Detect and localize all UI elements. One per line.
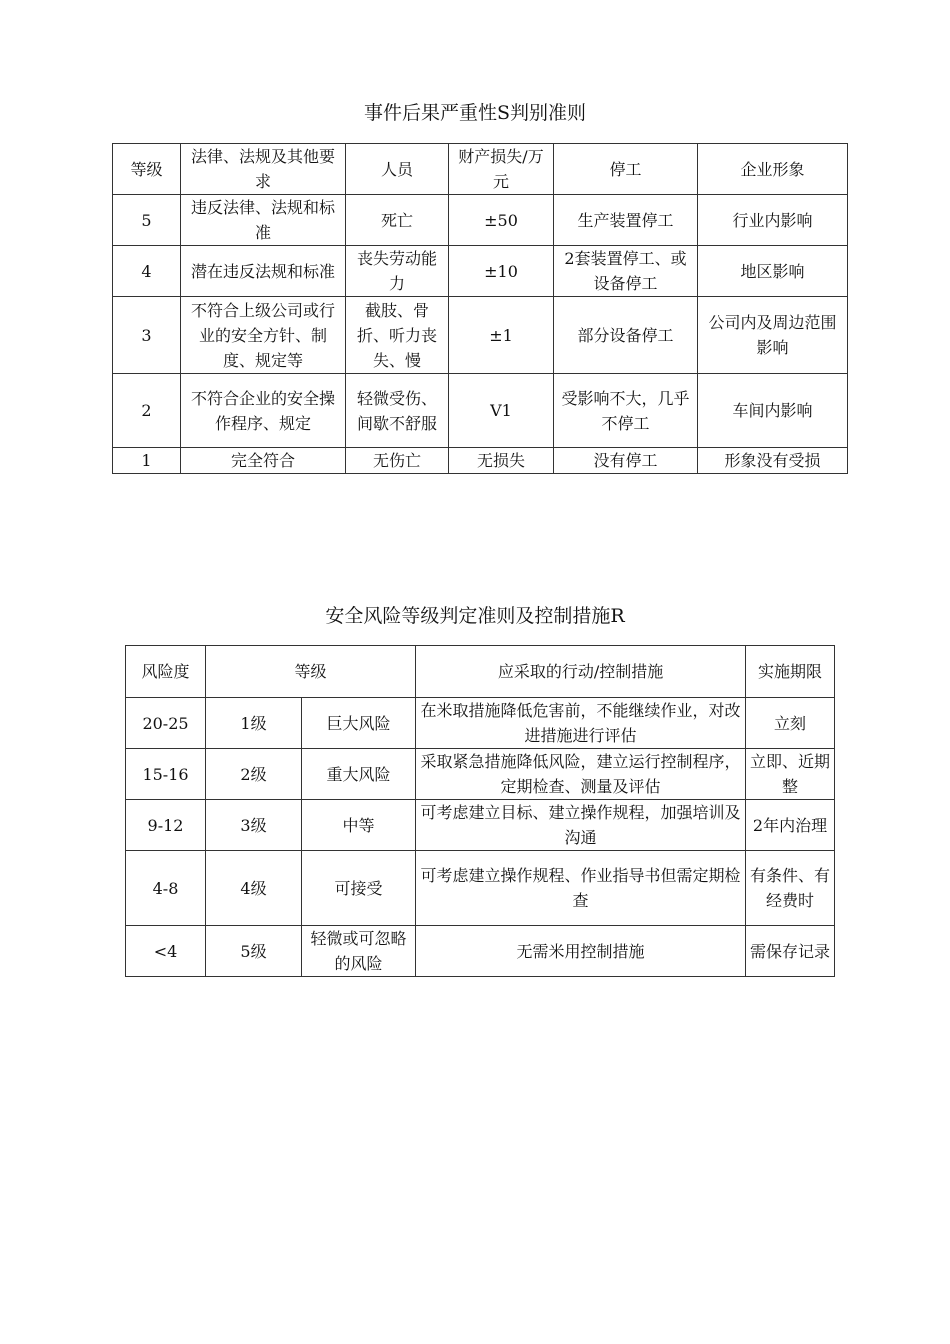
table-cell: 形象没有受损 <box>698 448 848 474</box>
table-cell: 死亡 <box>346 195 449 246</box>
table-cell: 车间内影响 <box>698 374 848 448</box>
table-cell: 需保存记录 <box>746 926 835 977</box>
header-cell: 停工 <box>554 144 698 195</box>
table-row <box>126 749 835 800</box>
table-cell: 4 <box>113 246 181 297</box>
header-cell: 等级 <box>206 646 416 698</box>
table-cell: 9-12 <box>126 800 206 851</box>
table-cell: 轻微或可忽略的风险 <box>302 926 416 977</box>
header-cell: 应采取的行动/控制措施 <box>416 646 746 698</box>
table-row <box>113 195 848 246</box>
table-cell: 部分设备停工 <box>554 297 698 374</box>
table-cell: 潜在违反法规和标准 <box>181 246 346 297</box>
table-cell: 在米取措施降低危害前，不能继续作业，对改进措施进行评估 <box>416 698 746 749</box>
table-cell: 违反法律、法规和标准 <box>181 195 346 246</box>
table-cell: 3级 <box>206 800 302 851</box>
table-cell: 可考虑建立目标、建立操作规程，加强培训及沟通 <box>416 800 746 851</box>
table-cell: 15-16 <box>126 749 206 800</box>
table-cell: 1级 <box>206 698 302 749</box>
table-cell: 可接受 <box>302 851 416 926</box>
table-cell: 中等 <box>302 800 416 851</box>
table-row <box>126 800 835 851</box>
table-cell: 4-8 <box>126 851 206 926</box>
table-cell: 没有停工 <box>554 448 698 474</box>
table-cell: 行业内影响 <box>698 195 848 246</box>
table-cell: 不符合企业的安全操作程序、规定 <box>181 374 346 448</box>
table-cell: 轻微受伤、间歇不舒服 <box>346 374 449 448</box>
table-cell: 重大风险 <box>302 749 416 800</box>
table-cell: 采取紧急措施降低风险，建立运行控制程序，定期检查、测量及评估 <box>416 749 746 800</box>
table-cell: 5级 <box>206 926 302 977</box>
severity-table-title: 事件后果严重性S判别准则 <box>363 102 587 124</box>
table-cell: 20-25 <box>126 698 206 749</box>
table-cell: 立即、近期整 <box>746 749 835 800</box>
header-cell: 风险度 <box>126 646 206 698</box>
table-cell: 1 <box>113 448 181 474</box>
table-cell: 有条件、有经费时 <box>746 851 835 926</box>
table-cell: 地区影响 <box>698 246 848 297</box>
table-header-row <box>113 144 848 195</box>
table-cell: 可考虑建立操作规程、作业指导书但需定期检查 <box>416 851 746 926</box>
table-cell: 受影响不大，几乎不停工 <box>554 374 698 448</box>
table-cell: 不符合上级公司或行业的安全方针、制度、规定等 <box>181 297 346 374</box>
table-cell: 4级 <box>206 851 302 926</box>
table-cell: 丧失劳动能力 <box>346 246 449 297</box>
table-cell: V1 <box>449 374 554 448</box>
table-cell: 无需米用控制措施 <box>416 926 746 977</box>
table-row <box>113 246 848 297</box>
table-cell: ±1 <box>449 297 554 374</box>
table-cell: 立刻 <box>746 698 835 749</box>
header-cell: 等级 <box>113 144 181 195</box>
table-row <box>126 698 835 749</box>
table-cell: 公司内及周边范围影响 <box>698 297 848 374</box>
table-cell: <4 <box>126 926 206 977</box>
table-header-row <box>126 646 835 698</box>
table-row <box>113 297 848 374</box>
table-cell: 5 <box>113 195 181 246</box>
table-cell: 2 <box>113 374 181 448</box>
risk-table-title: 安全风险等级判定准则及控制措施R <box>325 605 625 627</box>
header-cell: 人员 <box>346 144 449 195</box>
table-cell: 完全符合 <box>181 448 346 474</box>
risk-level-table <box>125 645 835 977</box>
header-cell: 企业形象 <box>698 144 848 195</box>
table-row <box>126 926 835 977</box>
header-cell: 实施期限 <box>746 646 835 698</box>
table-cell: 巨大风险 <box>302 698 416 749</box>
table-cell: ±50 <box>449 195 554 246</box>
header-cell: 法律、法规及其他要求 <box>181 144 346 195</box>
table-row <box>113 448 848 474</box>
table-cell: 3 <box>113 297 181 374</box>
table-cell: 生产装置停工 <box>554 195 698 246</box>
table-cell: 无伤亡 <box>346 448 449 474</box>
table-cell: 截肢、骨折、听力丧失、慢 <box>346 297 449 374</box>
table-row <box>113 374 848 448</box>
table-row <box>126 851 835 926</box>
table-cell: ±10 <box>449 246 554 297</box>
table-cell: 无损失 <box>449 448 554 474</box>
table-cell: 2年内治理 <box>746 800 835 851</box>
header-cell: 财产损失/万元 <box>449 144 554 195</box>
table-cell: 2级 <box>206 749 302 800</box>
severity-criteria-table <box>112 143 848 474</box>
table-cell: 2套装置停工、或设备停工 <box>554 246 698 297</box>
